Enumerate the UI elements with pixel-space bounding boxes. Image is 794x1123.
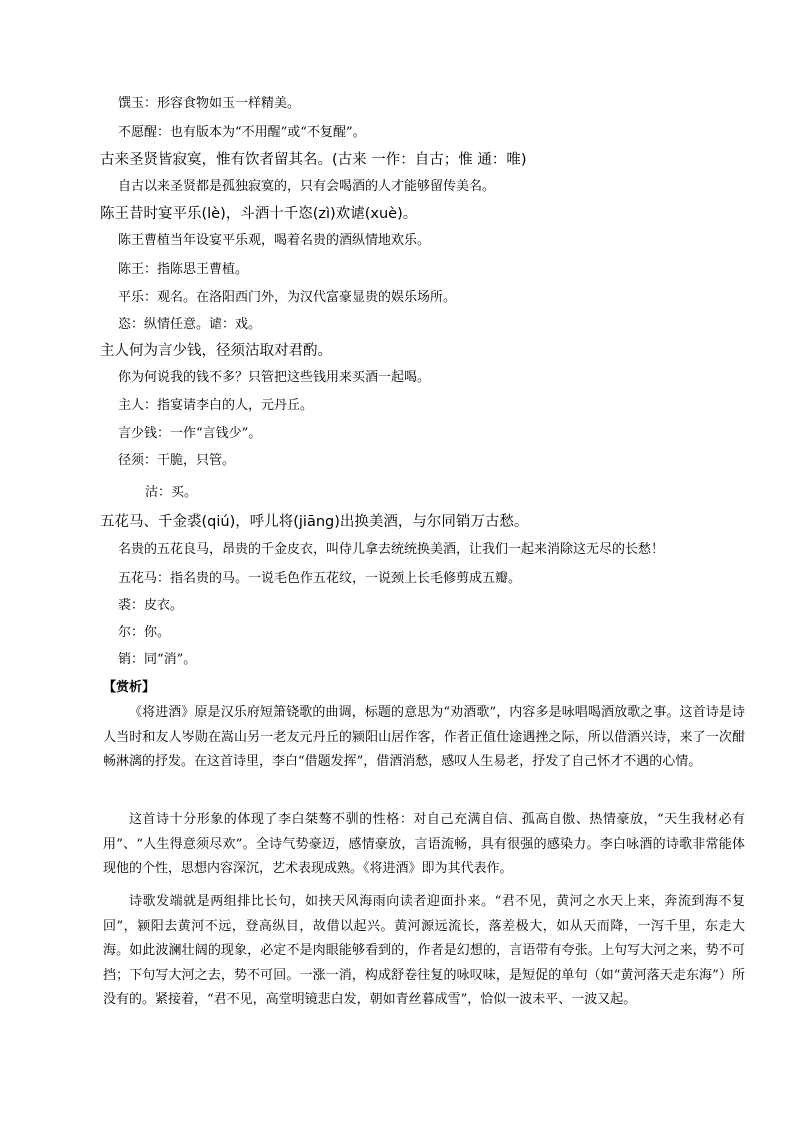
appreciation-heading: 【赏析】 (103, 680, 156, 695)
note-buyuanxing: 不愿醒：也有版本为“不用醒”或“不复醒”。 (118, 125, 366, 140)
note-chenwang: 陈王：指陈思王曹植。 (118, 262, 249, 277)
appreciation-paragraph-2: 这首诗十分形象的体现了李白桀骜不驯的性格：对自己充满自信、孤高自傲、热情豪放，“天生我材必有用”、“人生得意须尽欢”。全诗气势豪迈，感情豪放，言语流畅，具有很强的感染力。李白咏酒的诗歌非常能体现他的个性，思想内容深沉，艺术表现成熟。《将进酒》即为其代表作。 (103, 812, 745, 876)
appreciation-paragraph-1: 《将进酒》原是汉乐府短箫铙歌的曲调，标题的意思为“劝酒歌”，内容多是咏唱喝酒放歌之事。这首诗是诗人当时和友人岑勋在嵩山另一老友元丹丘的颍阳山居作客，作者正值仕途遇挫之际，所以借酒兴诗，来了一次酣畅淋漓的抒发。在这首诗里，李白“借题发挥”，借酒消愁，感叹人生易老，抒发了自己怀才不遇的心情。 (103, 705, 745, 769)
poem-line-1: 古来圣贤皆寂寞，惟有饮者留其名。(古来 一作：自古；惟 通：唯) (100, 152, 527, 168)
note-pingle: 平乐：观名。在洛阳西门外，为汉代富豪显贵的娱乐场所。 (118, 290, 457, 305)
note-er: 尔：你。 (118, 625, 171, 640)
note-zi: 恣：纵情任意。谑：戏。 (118, 317, 262, 332)
poem-line-4: 五花马、千金裘(qiú)，呼儿将(jiāng)出换美酒，与尔同销万古愁。 (100, 514, 529, 530)
note-xiao: 销：同“消”。 (118, 652, 197, 667)
translation-3: 你为何说我的钱不多？只管把这些钱用来买酒一起喝。 (118, 370, 431, 385)
poem-line-3: 主人何为言少钱，径须沽取对君酌。 (100, 343, 332, 359)
note-jingxu: 径须：干脆，只管。 (118, 453, 236, 468)
note-wuhuama: 五花马：指名贵的马。一说毛色作五花纹，一说颈上长毛修剪成五瓣。 (118, 571, 522, 586)
poem-line-2: 陈王昔时宴平乐(lè)，斗酒十千恣(zì)欢谑(xuè)。 (100, 206, 418, 222)
appreciation-paragraph-3: 诗歌发端就是两组排比长句，如挟天风海雨向读者迎面扑来。“君不见，黄河之水天上来，奔流到海不复回”，颍阳去黄河不远，登高纵目，故借以起兴。黄河源远流长，落差极大，如从天而降，一泻千里，东走大海。如此波澜壮阔的现象，必定不是肉眼能够看到的，作者是幻想的，言语带有夸张。上句写大河之来，势不可挡；下句写大河之去，势不可回。一涨一消，构成舒卷往复的咏叹味，是短促的单句（如“黄河落天走东海”）所没有的。紧接着，“君不见，高堂明镜悲白发，朝如青丝暮成雪”，恰似一波未平、一波又起。 (103, 894, 745, 1007)
note-zhuanyu: 馔玉：形容食物如玉一样精美。 (118, 96, 301, 111)
note-zhuren: 主人：指宴请李白的人，元丹丘。 (118, 398, 314, 413)
translation-2: 陈王曹植当年设宴平乐观，喝着名贵的酒纵情地欢乐。 (118, 233, 431, 248)
note-gu: 沽：买。 (145, 485, 198, 500)
translation-4: 名贵的五花良马，昂贵的千金皮衣，叫侍儿拿去统统换美酒，让我们一起来消除这无尽的长愁！ (118, 542, 665, 557)
translation-1: 自古以来圣贤都是孤独寂寞的，只有会喝酒的人才能够留传美名。 (118, 179, 496, 194)
note-yanshaoqian: 言少钱：一作“言钱少”。 (118, 426, 262, 441)
note-qiu: 裘：皮衣。 (118, 598, 184, 613)
